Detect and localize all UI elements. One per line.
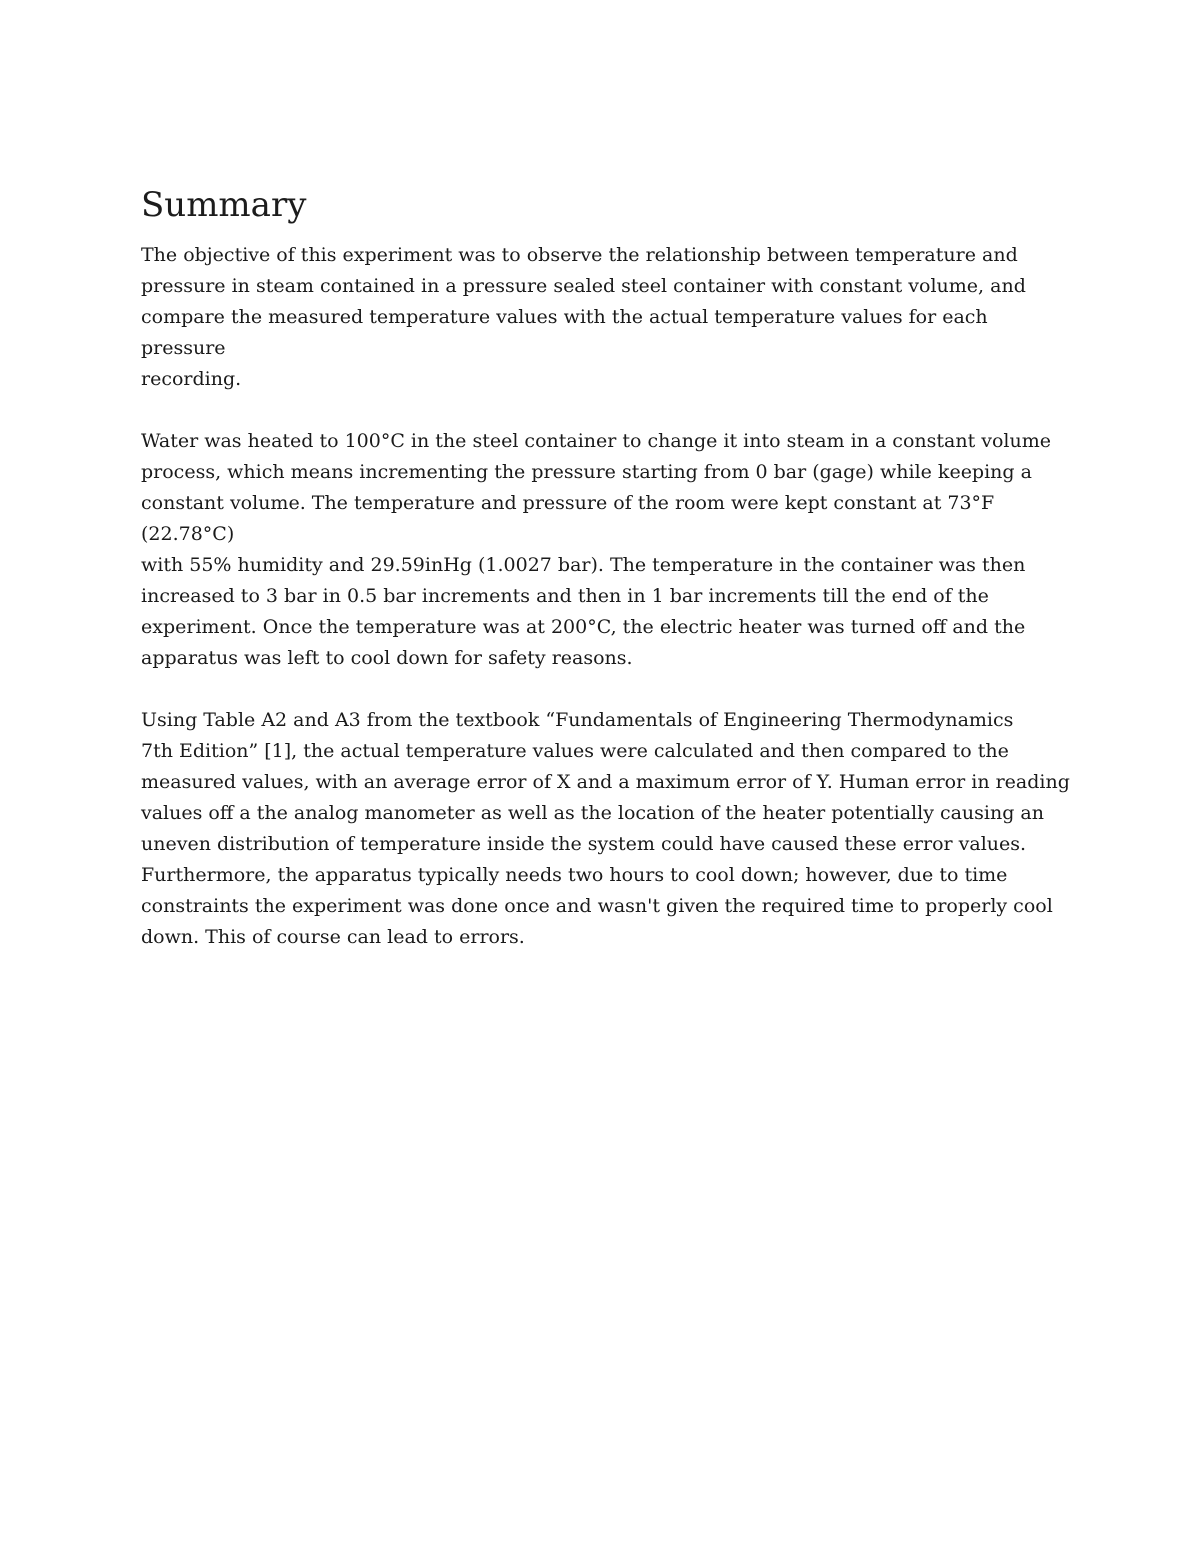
- document-body: [141, 182, 1071, 984]
- section-heading: Summary: [141, 185, 307, 225]
- paragraph-results: Using Table A2 and A3 from the textbook “Fundamentals of Engineering Thermodynamics 7th Edition” [1], the actual temperature values were calculated and then compared to the measured values, with an average error of X and a maximum error of Y. Human error in reading values off a the analog manometer as well as the location of the heater potentially causing an uneven distribution of temperature inside the system could have caused these error values. Furthermore, the apparatus typically needs two hours to cool down; however, due to time constraints the experiment was done once and wasn't given the required time to properly cool down. This of course can lead to errors.: [141, 709, 1070, 948]
- paragraph-objective: The objective of this experiment was to observe the relationship between temperature and pressure in steam contained in a pressure sealed steel container with constant volume, and compare the measured temperature values with the actual temperature values for each pressure recording.: [141, 244, 1026, 390]
- paragraph-procedure: Water was heated to 100°C in the steel container to change it into steam in a constant volume process, which means incrementing the pressure starting from 0 bar (gage) while keeping a constant volume. The temperature and pressure of the room were kept constant at 73°F (22.78°C) with 55% humidity and 29.59inHg (1.0027 bar). The temperature in the container was then increased to 3 bar in 0.5 bar increments and then in 1 bar increments till the end of the experiment. Once the temperature was at 200°C, the electric heater was turned off and the apparatus was left to cool down for safety reasons.: [141, 430, 1051, 669]
